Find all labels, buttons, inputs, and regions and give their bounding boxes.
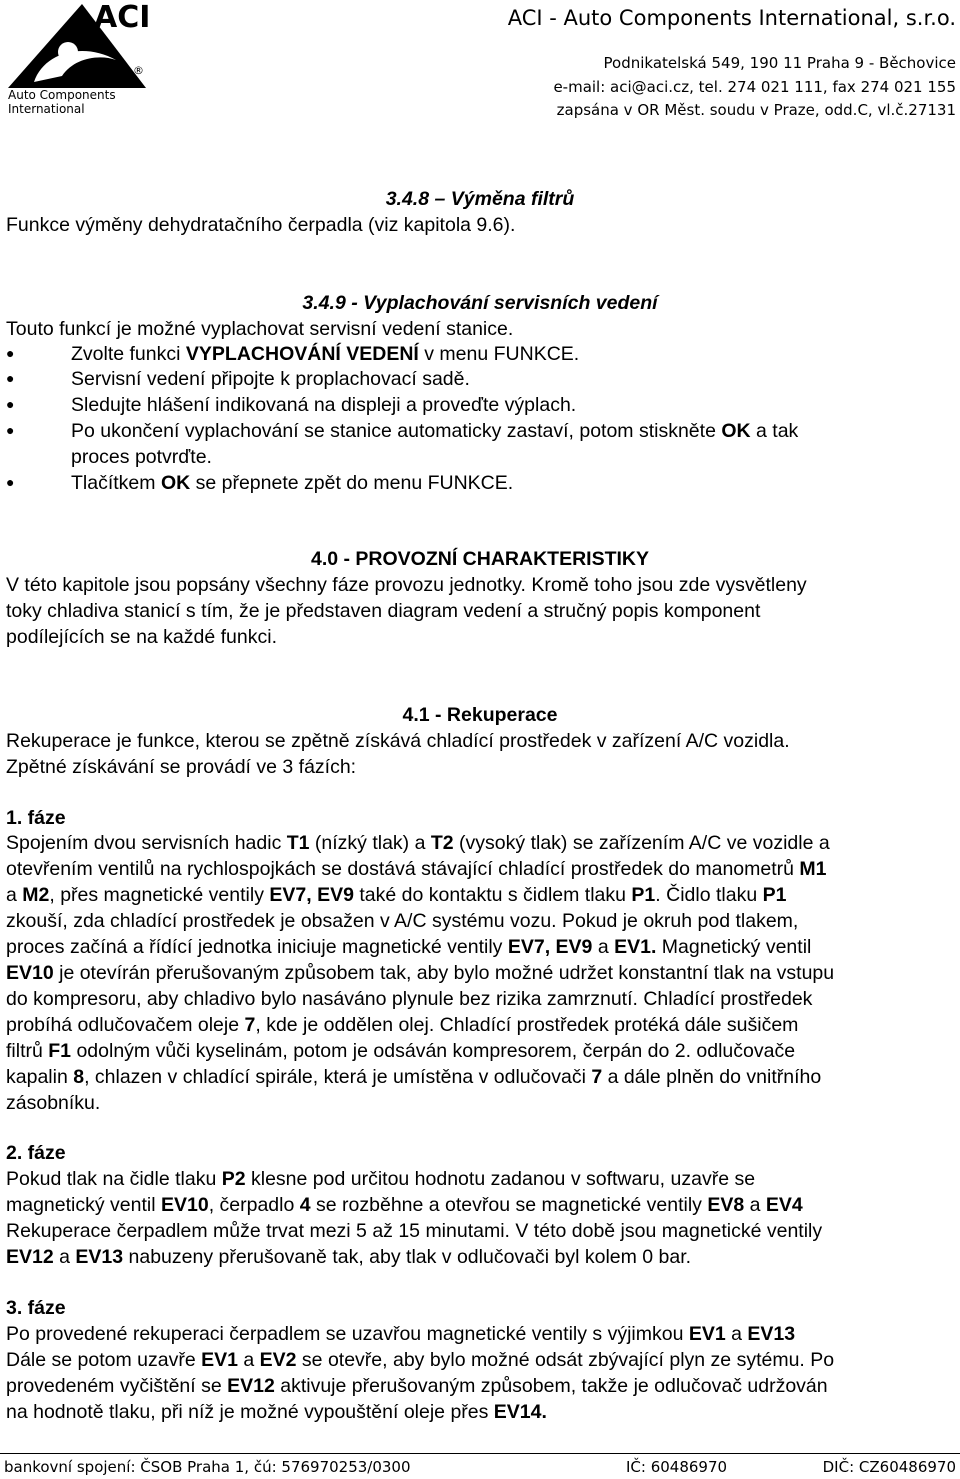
paragraph-line: EV12 a EV13 nabuzeny přerušovaně tak, aby tlak v odlučovači byl kolem 0 bar.	[6, 1246, 692, 1268]
footer-ic: IČ: 60486970	[626, 1458, 728, 1476]
paragraph-line: Zpětné získávání se provádí ve 3 fázích:	[6, 756, 357, 778]
logo-subtitle-2: International	[8, 102, 85, 116]
company-address: Podnikatelská 549, 190 11 Praha 9 - Běchovice	[603, 54, 956, 72]
paragraph-line: podílejících se na každé funkci.	[6, 626, 277, 648]
logo-registered-mark: ®	[133, 64, 144, 77]
bullet-icon: ●	[6, 345, 15, 361]
paragraph-line: Po provedené rekuperaci čerpadlem se uzavřou magnetické ventily s výjimkou EV1 a EV13	[6, 1323, 796, 1345]
paragraph-line: Funkce výměny dehydratačního čerpadla (viz kapitola 9.6).	[6, 214, 516, 236]
company-contact: e-mail: aci@aci.cz, tel. 274 021 111, fax 274 021 155	[553, 78, 956, 96]
paragraph-line: filtrů F1 odolným vůči kyselinám, potom je odsáván kompresorem, čerpán do 2. odlučovače	[6, 1040, 796, 1062]
logo-text: ACI	[94, 0, 151, 35]
list-item: Zvolte funkci VYPLACHOVÁNÍ VEDENÍ v menu FUNKCE.	[71, 343, 580, 365]
paragraph-line: zásobníku.	[6, 1092, 101, 1114]
phase-heading-3: 3. fáze	[6, 1297, 66, 1319]
paragraph-line: EV10 je otevírán přerušovaným způsobem tak, aby bylo možné udržet konstantní tlak na vstupu	[6, 962, 835, 984]
bullet-icon: ●	[6, 370, 15, 386]
company-name: ACI - Auto Components International, s.r.o.	[507, 6, 956, 30]
list-item: Servisní vedení připojte k proplachovací sadě.	[71, 368, 470, 390]
paragraph-line: toky chladiva stanicí s tím, že je představen diagram vedení a stručný popis komponent	[6, 600, 761, 622]
phase-heading-1: 1. fáze	[6, 807, 66, 829]
section-heading-3-4-8: 3.4.8 – Výměna filtrů	[385, 188, 575, 210]
paragraph-line: do kompresoru, aby chladivo bylo nasáváno plynule bez rizika zamrznutí. Chladící prostředek	[6, 988, 813, 1010]
footer-dic: DIČ: CZ60486970	[822, 1458, 956, 1476]
list-item-continuation: proces potvrďte.	[71, 446, 212, 468]
paragraph-line: a M2, přes magnetické ventily EV7, EV9 také do kontaktu s čidlem tlaku P1. Čidlo tlaku P1	[6, 884, 787, 906]
paragraph-line: Pokud tlak na čidle tlaku P2 klesne pod určitou hodnotu zadanou v softwaru, uzavře se	[6, 1168, 756, 1190]
paragraph-line: probíhá odlučovačem oleje 7, kde je oddělen olej. Chladící prostředek protéká dále sušičem	[6, 1014, 799, 1036]
paragraph-line: proces začíná a řídící jednotka iniciuje magnetické ventily EV7, EV9 a EV1. Magnetický ventil	[6, 936, 812, 958]
section-heading-4-1: 4.1 - Rekuperace	[402, 704, 558, 726]
list-item: Sledujte hlášení indikovaná na displeji a proveďte výplach.	[71, 394, 577, 416]
bullet-icon: ●	[6, 474, 15, 490]
company-registry: zapsána v OR Měst. soudu v Praze, odd.C, vl.č.27131	[556, 101, 956, 119]
paragraph-line: otevřením ventilů na rychlospojkách se dostává stávající chladící prostředek do manometrů M1	[6, 858, 827, 880]
paragraph-line: Touto funkcí je možné vyplachovat servisní vedení stanice.	[6, 318, 514, 340]
paragraph-line: magnetický ventil EV10, čerpadlo 4 se rozběhne a otevřou se magnetické ventily EV8 a EV4	[6, 1194, 803, 1216]
paragraph-line: provedeném vyčištění se EV12 aktivuje přerušovaným způsobem, takže je odlučovač udržován	[6, 1375, 828, 1397]
paragraph-line: V této kapitole jsou popsány všechny fáze provozu jednotky. Kromě toho jsou zde vysvětleny	[6, 574, 807, 596]
footer-divider	[0, 1453, 960, 1454]
paragraph-line: Rekuperace je funkce, kterou se zpětně získává chladící prostředek v zařízení A/C vozidla.	[6, 730, 790, 752]
list-item: Po ukončení vyplachování se stanice automaticky zastaví, potom stiskněte OK a tak	[71, 420, 799, 442]
section-heading-4-0: 4.0 - PROVOZNÍ CHARAKTERISTIKY	[310, 548, 650, 570]
section-heading-3-4-9: 3.4.9 - Vyplachování servisních vedení	[302, 292, 658, 314]
phase-heading-2: 2. fáze	[6, 1142, 66, 1164]
paragraph-line: Spojením dvou servisních hadic T1 (nízký tlak) a T2 (vysoký tlak) se zařízením A/C ve vozidle a	[6, 832, 830, 854]
bullet-icon: ●	[6, 396, 15, 412]
paragraph-line: na hodnotě tlaku, při níž je možné vypouštění oleje přes EV14.	[6, 1401, 547, 1423]
list-item: Tlačítkem OK se přepnete zpět do menu FUNKCE.	[71, 472, 514, 494]
paragraph-line: Dále se potom uzavře EV1 a EV2 se otevře, aby bylo možné odsát zbývající plyn ze sytému. Po	[6, 1349, 835, 1371]
paragraph-line: Rekuperace čerpadlem může trvat mezi 5 až 15 minutami. V této době jsou magnetické ventily	[6, 1220, 823, 1242]
footer-bank: bankovní spojení: ČSOB Praha 1, čú: 576970253/0300	[4, 1458, 411, 1476]
bullet-icon: ●	[6, 422, 15, 438]
logo-subtitle-1: Auto Components	[8, 88, 116, 102]
paragraph-line: zkouší, zda chladící prostředek je obsažen v A/C systému vozu. Pokud je okruh pod tlakem,	[6, 910, 799, 932]
paragraph-line: kapalin 8, chlazen v chladící spirále, která je umístěna v odlučovači 7 a dále plněn do vnitřního	[6, 1066, 822, 1088]
